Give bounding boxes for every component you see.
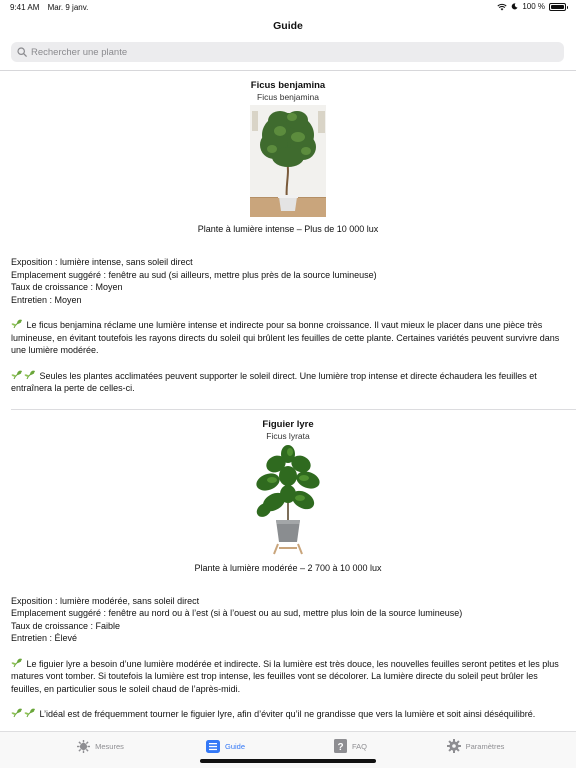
page-title: Guide [273,20,303,32]
moon-icon [511,3,518,10]
plant-location: Emplacement suggéré : fenêtre au nord ou à l’est (si à l’ouest ou au sud, mettre plus loin de la source lumineuse) [11,608,463,618]
tab-mesures[interactable] [38,738,163,754]
sprout-icon [11,658,23,668]
figuier-lyre-image [250,444,326,556]
plant-name: Ficus benjamina [250,80,326,91]
plant-location: Emplacement suggéré : fenêtre au sud (si ailleurs, mettre plus près de la source lumineuse) [11,269,377,280]
plant-light-level: Plante à lumière intense – Plus de 10 000 lux [197,224,379,234]
battery-text: 100 % [522,2,545,11]
status-right [497,2,566,11]
tab-label: FAQ [351,741,367,751]
plant-growth: Taux de croissance : Faible [11,620,121,631]
plant-guide-list[interactable] [0,71,576,731]
sprout-icon [24,708,36,718]
battery-icon [549,3,566,11]
plant-note [11,708,565,721]
plant-care: Entretien : Élevé [11,633,78,643]
plant-info [11,595,565,645]
tab-label: Guide [224,741,245,751]
tab-label: Paramètres [465,741,505,751]
plant-latin-name: Ficus lyrata [266,430,310,441]
tab-label: Mesures [95,741,124,751]
gear-sun-icon [77,740,90,753]
plant-note-text: Seules les plantes acclimatées peuvent supporter le soleil direct. Une lumière trop intense et directe échaudera les feuilles et entraînera la perte de celles-ci. [11,370,537,393]
plant-note-text: L’idéal est de fréquemment tourner le figuier lyre, afin d’éviter qu’il ne grandisse que vers la lumière et soit ainsi déséquilibré. [39,709,536,719]
svg-text:?: ? [337,741,344,753]
plant-light-level: Plante à lumière modérée – 2 700 à 10 000 lux [194,562,382,573]
wifi-icon [497,3,507,11]
plant-note [11,370,565,395]
tab-parametres[interactable] [413,738,538,754]
sprout-icon [11,319,23,329]
plant-exposition: Exposition : lumière modérée, sans soleil direct [11,595,200,606]
status-time: 9:41 AM [10,3,40,12]
plant-latin-name: Ficus benjamina [257,92,319,102]
plant-name: Figuier lyre [262,418,314,430]
plant-growth: Taux de croissance : Moyen [11,282,123,292]
plant-card-ficus-benjamina [0,71,576,395]
search-icon [17,47,27,57]
home-indicator[interactable] [200,759,376,763]
list-icon [206,740,220,753]
plant-info [11,256,565,306]
plant-care: Entretien : Moyen [11,294,82,305]
tab-guide[interactable] [163,738,288,754]
search-bar[interactable] [11,42,564,62]
sprout-icon [11,370,23,380]
tab-faq[interactable] [288,738,413,754]
ficus-benjamina-image [250,105,326,217]
sprout-icon [24,370,36,380]
plant-description [11,319,565,357]
plant-exposition: Exposition : lumière intense, sans soleil direct [11,257,193,267]
plant-description-text: Le ficus benjamina réclame une lumière intense et indirecte pour sa bonne croissance. Il vaut mieux le placer dans une pièce très lumineuse, en évitant toutefois les rayons directs du soleil qui brûlent les feuilles de cette plante. Certaines variétés peuvent survivre dans une lumière modérée. [11,320,560,355]
gear-icon [447,739,461,753]
plant-card-figuier-lyre [0,410,576,721]
plant-description-text: Le figuier lyre a besoin d’une lumière modérée et indirecte. Si la lumière est très douce, les nouvelles feuilles seront petites et les plus matures vont tomber. Si toutefois la lumière est trop intense, les feuilles vont se décolorer. La lumière directe du soleil peut brûler les feuilles, en particulier sous le soleil chaud de l’après-midi. [11,658,559,694]
sprout-icon [11,708,23,718]
question-icon [334,739,347,753]
status-date: Mar. 9 janv. [47,3,89,12]
status-left [10,3,94,12]
plant-description [11,658,565,696]
search-input[interactable] [31,47,531,58]
status-bar [0,0,576,16]
